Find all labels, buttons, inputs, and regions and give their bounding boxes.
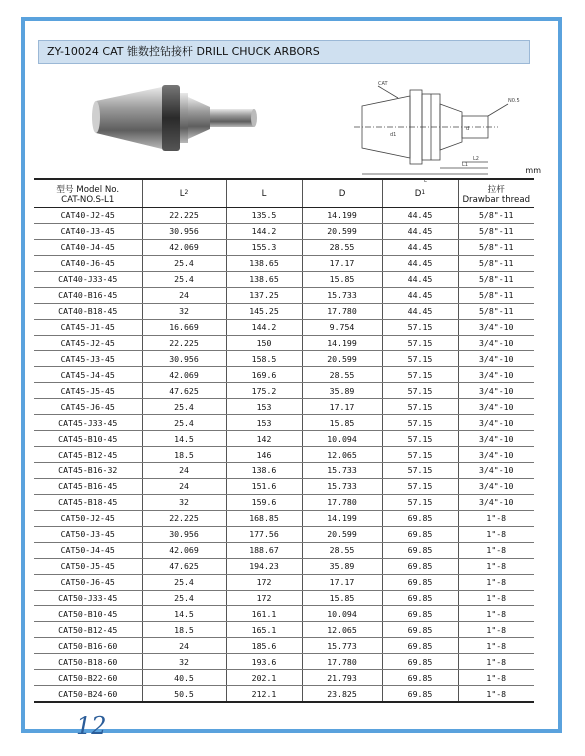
cell-d1: 69.85 [382, 638, 458, 654]
cell-l2: 42.069 [142, 367, 226, 383]
drill-chuck-arbor-photo [92, 83, 262, 158]
cell-d1: 69.85 [382, 654, 458, 670]
cell-l2: 30.956 [142, 223, 226, 239]
header-l2-main: L [179, 188, 185, 199]
cell-l2: 42.069 [142, 542, 226, 558]
cell-l: 153 [226, 415, 302, 431]
header-drawbar [458, 179, 534, 208]
cell-l: 135.5 [226, 208, 302, 224]
cell-model: CAT40-J33-45 [34, 271, 142, 287]
cell-drawbar: 5/8"-11 [458, 287, 534, 303]
cell-drawbar: 3/4"-10 [458, 415, 534, 431]
table-row [34, 287, 534, 303]
cell-model: CAT40-J2-45 [34, 208, 142, 224]
cell-l: 138.6 [226, 463, 302, 479]
cell-d: 12.065 [302, 622, 382, 638]
drawing-label-cat: CAT [378, 81, 388, 87]
cell-d: 14.199 [302, 335, 382, 351]
page-number: 12 [76, 712, 107, 740]
cell-d: 10.094 [302, 431, 382, 447]
cell-model: CAT50-B22-60 [34, 670, 142, 686]
cell-drawbar: 3/4"-10 [458, 319, 534, 335]
cell-d: 28.55 [302, 367, 382, 383]
drawing-label-d: d [466, 126, 470, 132]
table-row [34, 590, 534, 606]
cell-d: 17.17 [302, 255, 382, 271]
cell-d1: 57.15 [382, 494, 458, 510]
cell-l: 193.6 [226, 654, 302, 670]
table-row [34, 399, 534, 415]
cell-drawbar: 1"-8 [458, 606, 534, 622]
table-row [34, 654, 534, 670]
cell-d1: 44.45 [382, 303, 458, 319]
header-drawbar-en: Drawbar thread [462, 194, 531, 205]
cell-l: 172 [226, 590, 302, 606]
table-row [34, 478, 534, 494]
header-model-cn: 型号 Model No. [56, 184, 120, 195]
cell-d1: 69.85 [382, 558, 458, 574]
cell-drawbar: 5/8"-11 [458, 255, 534, 271]
cell-l: 150 [226, 335, 302, 351]
table-row [34, 622, 534, 638]
table-row [34, 223, 534, 239]
cell-d: 17.780 [302, 303, 382, 319]
table-row [34, 558, 534, 574]
cell-d: 12.065 [302, 447, 382, 463]
drawing-label-l1: L1 [462, 162, 468, 168]
cell-d1: 57.15 [382, 351, 458, 367]
cell-model: CAT50-J3-45 [34, 526, 142, 542]
cell-l2: 32 [142, 654, 226, 670]
cell-d: 10.094 [302, 606, 382, 622]
cell-l2: 24 [142, 638, 226, 654]
cell-model: CAT40-J3-45 [34, 223, 142, 239]
cell-l: 153 [226, 399, 302, 415]
cell-model: CAT45-J6-45 [34, 399, 142, 415]
cell-d1: 44.45 [382, 287, 458, 303]
table-row [34, 447, 534, 463]
cell-d: 28.55 [302, 239, 382, 255]
table-row [34, 606, 534, 622]
cell-l2: 30.956 [142, 526, 226, 542]
cell-l: 142 [226, 431, 302, 447]
cell-l: 177.56 [226, 526, 302, 542]
cell-drawbar: 5/8"-11 [458, 271, 534, 287]
table-row [34, 351, 534, 367]
cell-d1: 69.85 [382, 622, 458, 638]
cell-drawbar: 3/4"-10 [458, 447, 534, 463]
cell-l2: 25.4 [142, 590, 226, 606]
cell-l2: 25.4 [142, 574, 226, 590]
cell-l2: 22.225 [142, 335, 226, 351]
cell-model: CAT40-B16-45 [34, 287, 142, 303]
cell-l: 194.23 [226, 558, 302, 574]
unit-label: mm [525, 166, 541, 175]
table-row [34, 383, 534, 399]
cell-model: CAT45-J1-45 [34, 319, 142, 335]
drawing-label-l: L [424, 178, 427, 184]
cell-drawbar: 1"-8 [458, 622, 534, 638]
cell-l2: 16.669 [142, 319, 226, 335]
cell-l: 185.6 [226, 638, 302, 654]
cell-model: CAT45-B10-45 [34, 431, 142, 447]
cell-d1: 69.85 [382, 590, 458, 606]
cell-model: CAT45-B18-45 [34, 494, 142, 510]
cell-drawbar: 1"-8 [458, 670, 534, 686]
cell-model: CAT40-J6-45 [34, 255, 142, 271]
cell-model: CAT50-J6-45 [34, 574, 142, 590]
cell-l: 212.1 [226, 686, 302, 702]
cell-model: CAT50-B16-60 [34, 638, 142, 654]
cell-drawbar: 1"-8 [458, 526, 534, 542]
cell-model: CAT50-B12-45 [34, 622, 142, 638]
cell-d1: 69.85 [382, 510, 458, 526]
cell-d: 15.85 [302, 590, 382, 606]
cell-drawbar: 5/8"-11 [458, 303, 534, 319]
cell-drawbar: 5/8"-11 [458, 239, 534, 255]
header-d1-main: D [414, 188, 422, 199]
cell-drawbar: 3/4"-10 [458, 494, 534, 510]
cell-d1: 44.45 [382, 223, 458, 239]
cell-drawbar: 3/4"-10 [458, 383, 534, 399]
table-row [34, 239, 534, 255]
table-row [34, 542, 534, 558]
cell-d1: 69.85 [382, 574, 458, 590]
cell-d1: 57.15 [382, 399, 458, 415]
cell-l: 151.6 [226, 478, 302, 494]
cell-l: 158.5 [226, 351, 302, 367]
cell-d1: 44.45 [382, 208, 458, 224]
cell-model: CAT45-J5-45 [34, 383, 142, 399]
drawing-label-d1: d1 [390, 132, 397, 138]
cell-l: 161.1 [226, 606, 302, 622]
cell-d1: 69.85 [382, 670, 458, 686]
cell-d: 14.199 [302, 208, 382, 224]
table-row [34, 271, 534, 287]
table-row [34, 670, 534, 686]
cell-l: 159.6 [226, 494, 302, 510]
cell-l: 202.1 [226, 670, 302, 686]
cell-l2: 14.5 [142, 606, 226, 622]
cell-l: 144.2 [226, 319, 302, 335]
cell-l2: 24 [142, 287, 226, 303]
catalog-page [30, 28, 549, 740]
cell-d: 15.733 [302, 287, 382, 303]
table-row [34, 415, 534, 431]
cell-d1: 44.45 [382, 271, 458, 287]
cell-d1: 57.15 [382, 463, 458, 479]
table-row [34, 335, 534, 351]
cell-d: 17.780 [302, 654, 382, 670]
cell-l: 175.2 [226, 383, 302, 399]
cell-d: 20.599 [302, 351, 382, 367]
cell-drawbar: 3/4"-10 [458, 335, 534, 351]
drawing-label-l2: L2 [473, 156, 479, 162]
cell-l2: 40.5 [142, 670, 226, 686]
cell-drawbar: 1"-8 [458, 574, 534, 590]
specification-table [34, 178, 534, 703]
cell-l: 169.6 [226, 367, 302, 383]
table-row [34, 574, 534, 590]
cell-drawbar: 3/4"-10 [458, 351, 534, 367]
cell-d1: 57.15 [382, 447, 458, 463]
cell-d: 21.793 [302, 670, 382, 686]
cell-d1: 69.85 [382, 686, 458, 702]
cell-drawbar: 1"-8 [458, 510, 534, 526]
header-l2-sub: 2 [184, 188, 189, 196]
cell-model: CAT50-J2-45 [34, 510, 142, 526]
cell-l: 146 [226, 447, 302, 463]
cell-l2: 14.5 [142, 431, 226, 447]
cell-l2: 24 [142, 478, 226, 494]
cell-drawbar: 1"-8 [458, 654, 534, 670]
header-model [34, 179, 142, 208]
cell-l2: 32 [142, 494, 226, 510]
cell-model: CAT45-B16-45 [34, 478, 142, 494]
cell-drawbar: 1"-8 [458, 686, 534, 702]
cell-drawbar: 3/4"-10 [458, 463, 534, 479]
table-header-row [34, 179, 534, 208]
cell-l: 172 [226, 574, 302, 590]
cell-d: 14.199 [302, 510, 382, 526]
header-drawbar-cn: 拉杆 [487, 184, 505, 195]
cell-d1: 44.45 [382, 239, 458, 255]
header-d1 [382, 179, 458, 208]
cell-d1: 57.15 [382, 478, 458, 494]
technical-drawing [348, 76, 536, 186]
cell-d: 35.89 [302, 558, 382, 574]
cell-model: CAT45-J2-45 [34, 335, 142, 351]
cell-d: 23.825 [302, 686, 382, 702]
header-model-en: CAT-NO.S-L1 [61, 194, 115, 205]
cell-d: 28.55 [302, 542, 382, 558]
cell-d: 15.773 [302, 638, 382, 654]
cell-d1: 57.15 [382, 367, 458, 383]
cell-l: 168.85 [226, 510, 302, 526]
cell-model: CAT50-B18-60 [34, 654, 142, 670]
cell-d1: 69.85 [382, 526, 458, 542]
cell-drawbar: 3/4"-10 [458, 399, 534, 415]
cell-d: 17.780 [302, 494, 382, 510]
cell-l2: 24 [142, 463, 226, 479]
cell-l2: 42.069 [142, 239, 226, 255]
cell-l: 165.1 [226, 622, 302, 638]
cell-model: CAT45-B12-45 [34, 447, 142, 463]
cell-drawbar: 5/8"-11 [458, 223, 534, 239]
cell-model: CAT50-B24-60 [34, 686, 142, 702]
cell-model: CAT50-B10-45 [34, 606, 142, 622]
table-row [34, 526, 534, 542]
cell-l: 138.65 [226, 255, 302, 271]
cell-model: CAT40-J4-45 [34, 239, 142, 255]
cell-d: 20.599 [302, 526, 382, 542]
cell-l: 144.2 [226, 223, 302, 239]
table-row [34, 494, 534, 510]
cell-d1: 57.15 [382, 431, 458, 447]
cell-l2: 50.5 [142, 686, 226, 702]
cell-d: 17.17 [302, 574, 382, 590]
drawing-label-thread: N0.5 [508, 98, 520, 104]
cell-l2: 22.225 [142, 208, 226, 224]
cell-model: CAT50-J33-45 [34, 590, 142, 606]
cell-d1: 69.85 [382, 542, 458, 558]
header-d1-sub: 1 [421, 188, 426, 196]
cell-l2: 18.5 [142, 447, 226, 463]
cell-model: CAT50-J5-45 [34, 558, 142, 574]
cell-l2: 18.5 [142, 622, 226, 638]
cell-d: 20.599 [302, 223, 382, 239]
cell-l2: 25.4 [142, 255, 226, 271]
table-row [34, 463, 534, 479]
cell-d: 15.85 [302, 271, 382, 287]
cell-drawbar: 1"-8 [458, 542, 534, 558]
header-l: L [226, 179, 302, 208]
header-d: D [302, 179, 382, 208]
cell-drawbar: 3/4"-10 [458, 478, 534, 494]
cell-d: 15.85 [302, 415, 382, 431]
cell-l2: 25.4 [142, 271, 226, 287]
cell-drawbar: 5/8"-11 [458, 208, 534, 224]
cell-d: 35.89 [302, 383, 382, 399]
table-row [34, 638, 534, 654]
cell-model: CAT45-J33-45 [34, 415, 142, 431]
cell-drawbar: 3/4"-10 [458, 431, 534, 447]
cell-model: CAT45-B16-32 [34, 463, 142, 479]
cell-d1: 57.15 [382, 335, 458, 351]
cell-d1: 57.15 [382, 383, 458, 399]
cell-l2: 25.4 [142, 399, 226, 415]
cell-l: 145.25 [226, 303, 302, 319]
cell-d1: 44.45 [382, 255, 458, 271]
cell-l: 137.25 [226, 287, 302, 303]
table-row [34, 510, 534, 526]
cell-l2: 22.225 [142, 510, 226, 526]
cell-d1: 57.15 [382, 415, 458, 431]
cell-drawbar: 1"-8 [458, 558, 534, 574]
cell-l2: 47.625 [142, 558, 226, 574]
cell-model: CAT45-J4-45 [34, 367, 142, 383]
page-title: ZY-10024 CAT 锥数控钻接杆 DRILL CHUCK ARBORS [38, 40, 530, 64]
cell-l: 138.65 [226, 271, 302, 287]
table-row [34, 431, 534, 447]
cell-d1: 69.85 [382, 606, 458, 622]
cell-l: 188.67 [226, 542, 302, 558]
table-row [34, 208, 534, 224]
table-row [34, 319, 534, 335]
cell-d: 15.733 [302, 463, 382, 479]
cell-d: 17.17 [302, 399, 382, 415]
cell-drawbar: 3/4"-10 [458, 367, 534, 383]
cell-l2: 30.956 [142, 351, 226, 367]
cell-d: 9.754 [302, 319, 382, 335]
cell-d1: 57.15 [382, 319, 458, 335]
table-row [34, 686, 534, 702]
cell-drawbar: 1"-8 [458, 590, 534, 606]
cell-l2: 47.625 [142, 383, 226, 399]
table-row [34, 303, 534, 319]
cell-model: CAT50-J4-45 [34, 542, 142, 558]
cell-drawbar: 1"-8 [458, 638, 534, 654]
cell-d: 15.733 [302, 478, 382, 494]
table-row [34, 255, 534, 271]
cell-model: CAT45-J3-45 [34, 351, 142, 367]
cell-l2: 32 [142, 303, 226, 319]
cell-l: 155.3 [226, 239, 302, 255]
cell-l2: 25.4 [142, 415, 226, 431]
cell-model: CAT40-B18-45 [34, 303, 142, 319]
table-row [34, 367, 534, 383]
header-l2 [142, 179, 226, 208]
